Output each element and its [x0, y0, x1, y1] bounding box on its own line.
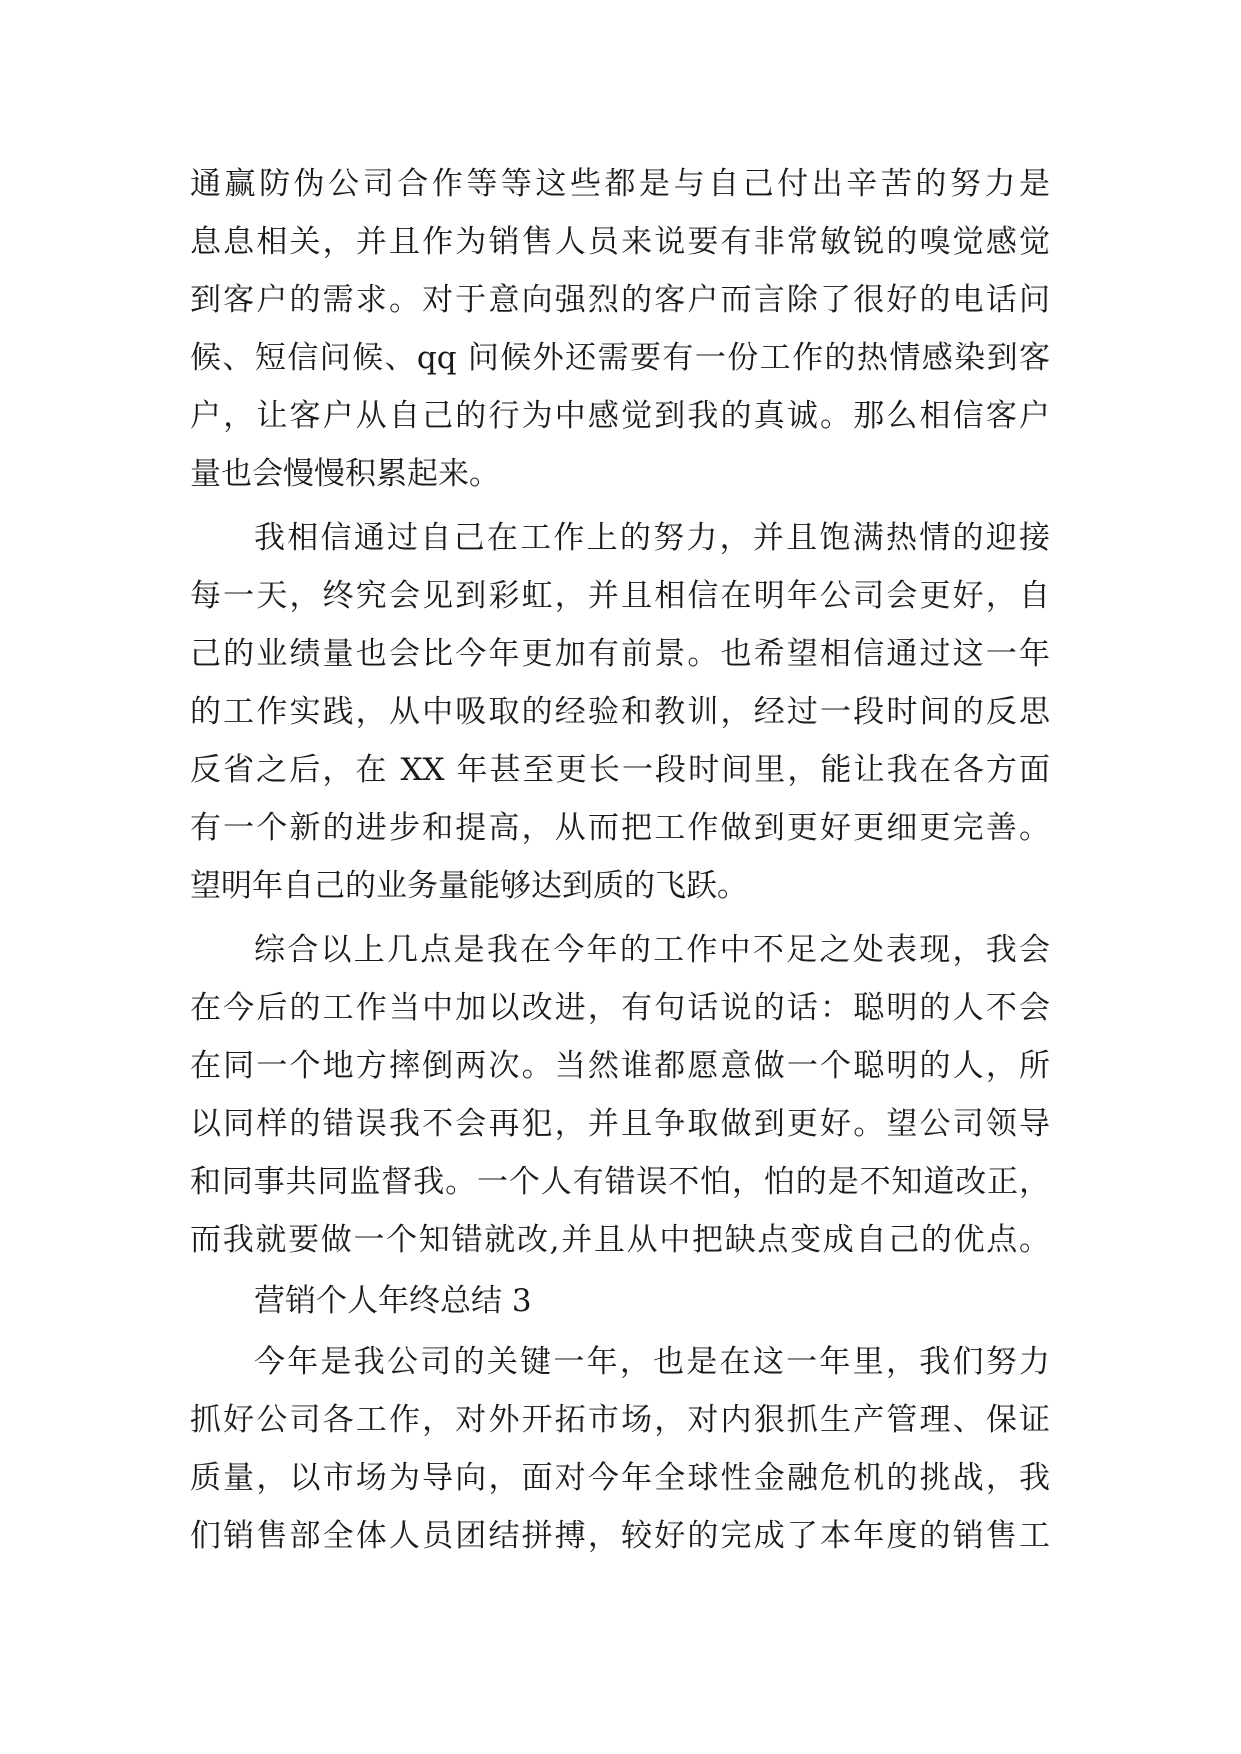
text-line: 而我就要做一个知错就改,并且从中把缺点变成自己的优点。	[190, 1222, 1050, 1258]
paragraph-first-line: 今年是我公司的关键一年，也是在这一年里，我们努力	[254, 1344, 1050, 1380]
text-line: 反省之后，在 XX 年甚至更长一段时间里，能让我在各方面	[190, 752, 1050, 788]
text-line: 质量，以市场为导向，面对今年全球性金融危机的挑战，我	[190, 1460, 1050, 1496]
text-line: 通赢防伪公司合作等等这些都是与自己付出辛苦的努力是	[190, 166, 1050, 202]
text-line: 在同一个地方摔倒两次。当然谁都愿意做一个聪明的人，所	[190, 1048, 1050, 1084]
text-line: 己的业绩量也会比今年更加有前景。也希望相信通过这一年	[190, 636, 1050, 672]
text-line: 量也会慢慢积累起来。	[190, 456, 500, 492]
text-line: 和同事共同监督我。一个人有错误不怕，怕的是不知道改正，	[190, 1164, 1050, 1200]
text-line: 抓好公司各工作，对外开拓市场，对内狠抓生产管理、保证	[190, 1402, 1050, 1438]
text-line: 们销售部全体人员团结拼搏，较好的完成了本年度的销售工	[190, 1518, 1050, 1554]
text-line: 望明年自己的业务量能够达到质的飞跃。	[190, 868, 748, 904]
text-line: 户，让客户从自己的行为中感觉到我的真诚。那么相信客户	[190, 398, 1050, 434]
section-heading: 营销个人年终总结 3	[254, 1283, 532, 1319]
text-line: 每一天，终究会见到彩虹，并且相信在明年公司会更好，自	[190, 578, 1050, 614]
text-line: 在今后的工作当中加以改进，有句话说的话：聪明的人不会	[190, 990, 1050, 1026]
text-line: 候、短信问候、qq 问候外还需要有一份工作的热情感染到客	[190, 340, 1050, 376]
text-line: 息息相关，并且作为销售人员来说要有非常敏锐的嗅觉感觉	[190, 224, 1050, 260]
paragraph-first-line: 我相信通过自己在工作上的努力，并且饱满热情的迎接	[254, 520, 1050, 556]
text-line: 到客户的需求。对于意向强烈的客户而言除了很好的电话问	[190, 282, 1050, 318]
paragraph-first-line: 综合以上几点是我在今年的工作中不足之处表现，我会	[254, 932, 1050, 968]
text-line: 以同样的错误我不会再犯，并且争取做到更好。望公司领导	[190, 1106, 1050, 1142]
text-line: 有一个新的进步和提高，从而把工作做到更好更细更完善。	[190, 810, 1050, 846]
text-line: 的工作实践，从中吸取的经验和教训，经过一段时间的反思	[190, 694, 1050, 730]
